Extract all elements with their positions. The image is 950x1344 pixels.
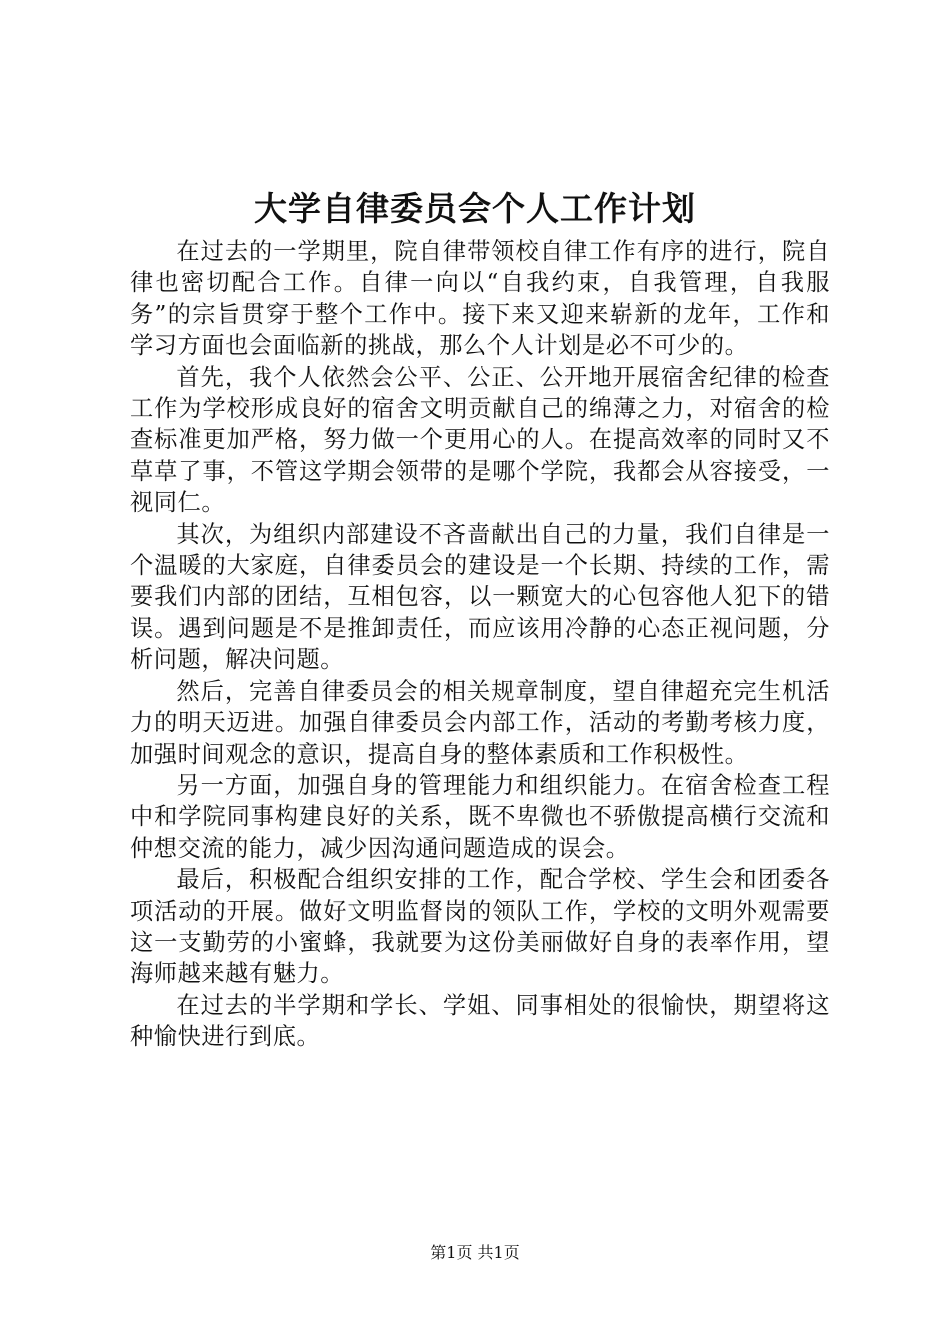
paragraph-2: 首先，我个人依然会公平、公正、公开地开展宿舍纪律的检查工作为学校形成良好的宿舍文明贡献自己的绵薄之力，对宿舍的检查标准更加严格，努力做一个更用心的人。在提高效率的同时又不草草了事，不管这学期会领带的是哪个学院，我都会从容接受，一视同仁。 (130, 363, 830, 517)
document-title: 大学自律委员会个人工作计划 (254, 189, 696, 228)
paragraph-7: 在过去的半学期和学长、学姐、同事相处的很愉快，期望将这种愉快进行到底。 (130, 991, 830, 1051)
paragraph-1: 在过去的一学期里，院自律带领校自律工作有序的进行，院自律也密切配合工作。自律一向以“自我约束，自我管理，自我服务”的宗旨贯穿于整个工作中。接下来又迎来崭新的龙年，工作和学习方面也会面临新的挑战，那么个人计划是必不可少的。 (130, 238, 830, 360)
paragraph-6: 最后，积极配合组织安排的工作，配合学校、学生会和团委各项活动的开展。做好文明监督岗的领队工作，学校的文明外观需要这一支勤劳的小蜜蜂，我就要为这份美丽做好自身的表率作用，望海师越来越有魅力。 (130, 866, 830, 988)
paragraph-5: 另一方面，加强自身的管理能力和组织能力。在宿舍检查工程中和学院同事构建良好的关系，既不卑微也不骄傲提高横行交流和仲想交流的能力，减少因沟通问题造成的误会。 (130, 771, 830, 862)
paragraph-3: 其次，为组织内部建设不吝啬献出自己的力量，我们自律是一个温暖的大家庭，自律委员会的建设是一个长期、持续的工作，需要我们内部的团结，互相包容，以一颗宽大的心包容他人犯下的错误。遇到问题是不是推卸责任，而应该用冷静的心态正视问题，分析问题，解决问题。 (130, 520, 830, 674)
paragraph-4: 然后，完善自律委员会的相关规章制度，望自律超充完生机活力的明天迈进。加强自律委员会内部工作，活动的考勤考核力度，加强时间观念的意识，提高自身的整体素质和工作积极性。 (130, 677, 830, 768)
document-body (130, 236, 830, 1053)
page-number-footer: 第1页 共1页 (430, 1243, 520, 1262)
